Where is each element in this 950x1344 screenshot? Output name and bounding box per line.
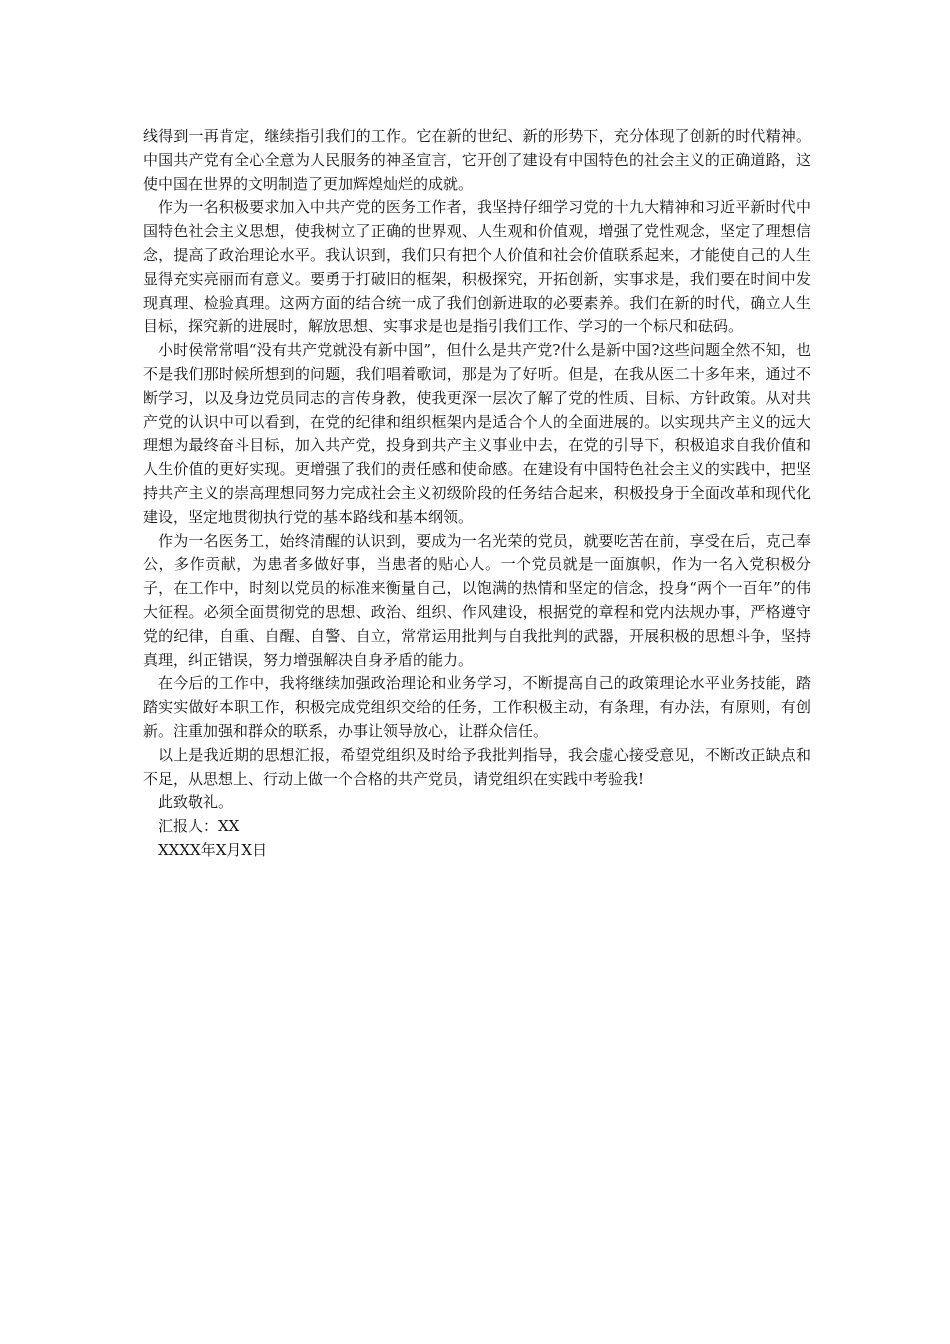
paragraph-5: 在今后的工作中，我将继续加强政治理论和业务学习，不断提高自己的政策理论水平业务技能，踏踏实实做好本职工作，积极完成党组织交给的任务，工作积极主动，有条理，有办法，有原则，有创新。注重加强和群众的联系，办事让领导放心，让群众信任。	[143, 674, 811, 740]
paragraph-4: 作为一名医务工，始终清醒的认识到，要成为一名光荣的党员，就要吃苦在前，享受在后，克己奉公，多作贡献，为患者多做好事，当患者的贴心人。一个党员就是一面旗帜，作为一名入党积极分子，在工作中，时刻以党员的标准来衡量自己，以饱满的热情和坚定的信念，投身“两个一百年”的伟大征程。必须全面贯彻党的思想、政治、组织、作风建设，根据党的章程和党内法规办事，严格遵守党的纪律，自重、自醒、自警、自立，常常运用批判与自我批判的武器，开展积极的思想斗争，坚持真理，纠正错误，努力增强解决自身矛盾的能力。	[143, 531, 811, 669]
paragraph-2: 作为一名积极要求加入中共产党的医务工作者，我坚持仔细学习党的十九大精神和习近平新时代中国特色社会主义思想，使我树立了正确的世界观、人生观和价值观，增强了党性观念，坚定了理想信念，提高了政治理论水平。我认识到，我们只有把个人价值和社会价值联系起来，才能使自己的人生显得充实亮丽而有意义。要勇于打破旧的框架，积极探究，开拓创新，实事求是，我们要在时间中发现真理、检验真理。这两方面的结合统一成了我们创新进取的必要素养。我们在新的时代，确立人生目标，探究新的进展时，解放思想、实事求是也是指引我们工作、学习的一个标尺和砝码。	[143, 198, 811, 336]
paragraph-3: 小时侯常常唱“没有共产党就没有新中国”，但什么是共产党?什么是新中国?这些问题全然不知，也不是我们那时候所想到的问题，我们唱着歌词，那是为了好听。但是，在我从医二十多年来，通过不断学习，以及身边党员同志的言传身教，使我更深一层次了解了党的性质、目标、方针政策。从对共产党的认识中可以看到，在党的纪律和组织框架内是适合个人的全面进展的。以实现共产主义的远大理想为最终奋斗目标，加入共产党，投身到共产主义事业中去，在党的引导下，积极追求自我价值和人生价值的更好实现。更增强了我们的责任感和使命感。在建设有中国特色社会主义的实践中，把坚持共产主义的崇高理想同努力完成社会主义初级阶段的任务结合起来，积极投身于全面改革和现代化建设，坚定地贯彻执行党的基本路线和基本纲领。	[143, 341, 811, 526]
paragraph-1: 线得到一再肯定，继续指引我们的工作。它在新的世纪、新的形势下，充分体现了创新的时代精神。中国共产党有全心全意为人民服务的神圣宣言，它开创了建设有中国特色的社会主义的正确道路，这使中国在世界的文明制造了更加辉煌灿烂的成就。	[143, 127, 811, 193]
document-body	[143, 125, 811, 863]
reporter-signature: 汇报人：XX	[158, 817, 240, 836]
report-date: XXXX年X月X日	[158, 840, 268, 859]
paragraph-6: 以上是我近期的思想汇报，希望党组织及时给予我批判指导，我会虚心接受意见，不断改正缺点和不足，从思想上、行动上做一个合格的共产党员，请党组织在实践中考验我!	[143, 745, 811, 788]
closing-salute: 此致敬礼。	[158, 793, 234, 812]
